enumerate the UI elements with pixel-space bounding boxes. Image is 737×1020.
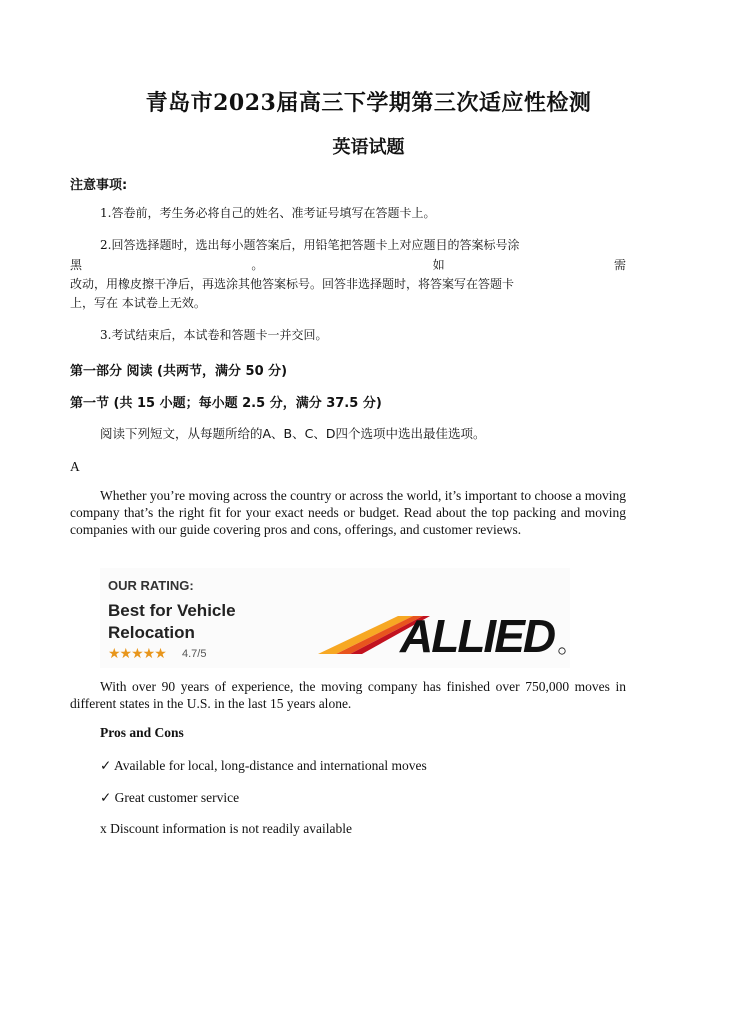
page-title: 青岛市2023届高三下学期第三次适应性检测 (145, 90, 592, 116)
intro-paragraph: Whether you’re moving across the country or across the world, it’s important to choose a moving company that’s the right fit for your exact needs or budget. Read about the top packing and moving companies with our guide covering pros and cons, offerings, and customer reviews. (70, 488, 626, 537)
notice-item-2-line-3: 改动，用橡皮擦干净后，再选涂其他答案标号。回答非选择题时，将答案写在答题卡 (70, 277, 515, 291)
notice-item-2-line-4: 上，写在 本试卷上无效。 (70, 296, 206, 310)
rating-label: OUR RATING: (108, 578, 194, 593)
registered-icon (559, 648, 565, 654)
notice-item-2-line-2 (70, 255, 626, 276)
section-1-heading: 第一节 (共 15 小题；每小题 2.5 分，满分 37.5 分) (70, 396, 382, 411)
notice-item-2-word: 如 (432, 258, 445, 272)
instruction: 阅读下列短文，从每题所给的A、B、C、D四个选项中选出最佳选项。 (100, 426, 486, 441)
rating-best-line-2: Relocation (108, 623, 195, 642)
allied-logo (318, 604, 568, 659)
pros-cons-heading: Pros and Cons (100, 725, 184, 740)
notice-item-1: 1.答卷前，考生务必将自己的姓名、准考证号填写在答题卡上。 (100, 206, 436, 220)
pros-cons-item: x Discount information is not readily available (100, 821, 352, 836)
rating-card (100, 568, 570, 668)
notice-item-3: 3.考试结束后，本试卷和答题卡一并交回。 (100, 328, 328, 342)
pros-cons-item: ✓ Great customer service (100, 790, 240, 805)
rating-score: 4.7/5 (182, 648, 207, 660)
rating-best-for (108, 600, 236, 644)
notice-heading: 注意事项: (70, 178, 128, 193)
page-subtitle: 英语试题 (332, 137, 405, 158)
passage-label: A (70, 459, 80, 474)
notice-item-2-word: 黑 (70, 258, 83, 272)
pros-cons-item: ✓ Available for local, long-distance and international moves (100, 758, 427, 773)
notice-item-2-word: 需 (613, 258, 626, 272)
experience-paragraph: With over 90 years of experience, the moving company has finished over 750,000 moves in different states in the U.S. in the last 15 years alone. (70, 679, 626, 711)
star-rating-icon: ★★★★★ (108, 646, 166, 662)
logo-text: ALLIED (400, 610, 555, 659)
part-1-heading: 第一部分 阅读 (共两节，满分 50 分) (70, 364, 288, 379)
notice-item-2-word: 。 (251, 258, 264, 272)
rating-best-line-1: Best for Vehicle (108, 601, 236, 620)
notice-item-2-line-1: 2.回答选择题时，选出每小题答案后，用铅笔把答题卡上对应题目的答案标号涂 (100, 238, 520, 252)
